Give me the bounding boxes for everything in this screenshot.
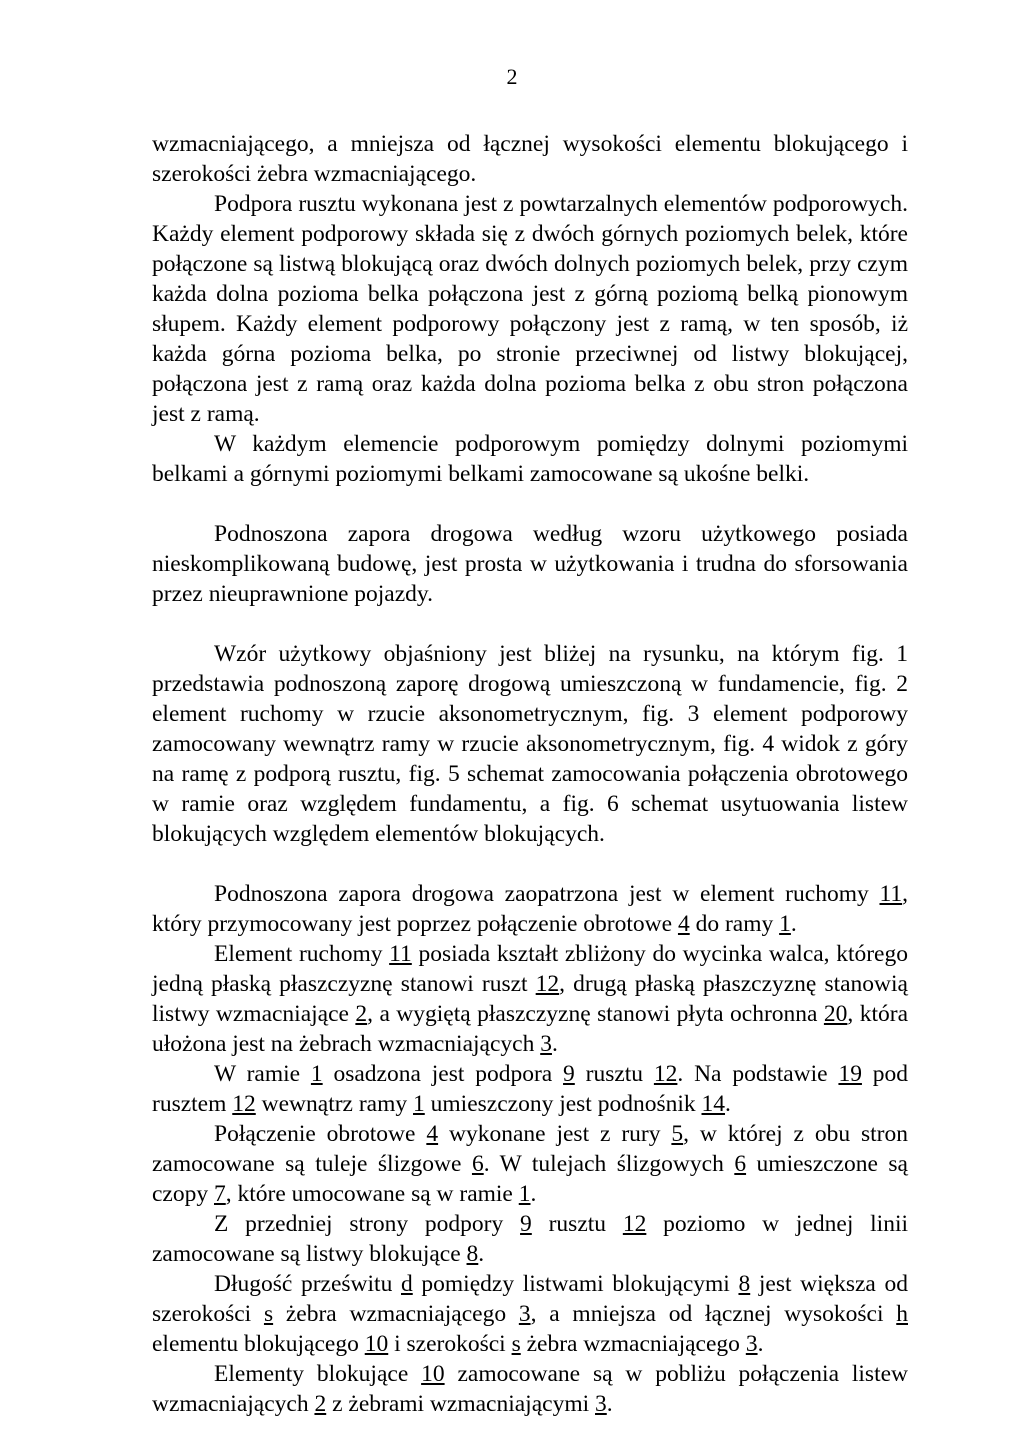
text-segment: osadzona jest podpora <box>322 1061 564 1087</box>
reference-numeral: 3 <box>745 1331 758 1357</box>
text-segment: zamocowane są w pobliżu połączenia listew wzmacniających <box>152 1361 908 1417</box>
page-number: 2 <box>506 64 518 89</box>
reference-numeral: 3 <box>518 1301 531 1327</box>
text-segment: wzmacniającego, a mniejsza od łącznej wysokości elementu blokującego i szerokości żebra wzmacniającego. <box>152 131 908 187</box>
text-segment: , a mniejsza od łącznej wysokości <box>530 1301 897 1327</box>
text-segment: Podnoszona zapora drogowa według wzoru użytkowego posiada nieskomplikowaną budowę, jest prosta w użytkowania i trudna do sforsowania przez nieuprawnione pojazdy. <box>152 521 908 607</box>
text-segment: , który przymocowany jest poprzez połączenie obrotowe <box>152 881 908 937</box>
text-segment: Z przedniej strony podpory <box>214 1211 521 1237</box>
reference-numeral: h <box>896 1301 908 1327</box>
reference-numeral: 11 <box>879 881 903 907</box>
paragraph-p2 <box>152 189 908 429</box>
text-segment: z żebrami wzmacniającymi <box>326 1391 596 1417</box>
text-segment: . W tulejach ślizgowych <box>483 1151 735 1177</box>
text-segment: . <box>725 1091 731 1117</box>
paragraph-p1 <box>152 129 908 189</box>
reference-numeral: 10 <box>364 1331 389 1357</box>
paragraph-p12 <box>152 1359 908 1419</box>
text-segment: do ramy <box>689 911 780 937</box>
text-segment: , w której z obu stron zamocowane są tuleje ślizgowe <box>152 1121 908 1177</box>
reference-numeral: 9 <box>563 1061 575 1087</box>
text-segment: Podpora rusztu wykonana jest z powtarzalnych elementów podporowych. Każdy element podporowy składa się z dwóch górnych poziomych belek, które połączone są listwą blokującą oraz dwóch dolnych poziomych belek, przy czym każda dolna pozioma belka połączona jest z górną poziomą belką pionowym słupem. Każdy element podporowy połączony jest z ramą, w ten sposób, iż każda górna pozioma belka, po stronie przeciwnej od listwy blokującej, połączona jest z ramą oraz każda dolna pozioma belka z obu stron połączona jest z ramą. <box>152 191 908 427</box>
reference-numeral: 12 <box>535 971 560 997</box>
paragraph-p10 <box>152 1209 908 1269</box>
reference-numeral: 3 <box>540 1031 552 1057</box>
text-segment: W każdym elemencie podporowym pomiędzy dolnymi poziomymi belkami a górnymi poziomymi belkami zamocowane są ukośne belki. <box>152 431 908 487</box>
reference-numeral: 4 <box>426 1121 439 1147</box>
text-segment: , która ułożona jest na żebrach wzmacniających <box>152 1001 908 1057</box>
reference-numeral: 1 <box>310 1061 323 1087</box>
reference-numeral: 8 <box>738 1271 751 1297</box>
paragraph-p4 <box>152 519 908 609</box>
reference-numeral: 19 <box>838 1061 862 1087</box>
text-segment: . Na podstawie <box>677 1061 839 1087</box>
text-segment: Elementy blokujące <box>214 1361 422 1387</box>
text-segment: żebra wzmacniającego <box>520 1331 746 1357</box>
text-segment: elementu blokującego <box>152 1331 365 1357</box>
text-segment: umieszczony jest podnośnik <box>424 1091 702 1117</box>
reference-numeral: 1 <box>779 911 791 937</box>
reference-numeral: 14 <box>701 1091 725 1117</box>
text-segment: rusztu <box>531 1211 623 1237</box>
text-segment: Długość prześwitu <box>214 1271 401 1297</box>
text-segment: Podnoszona zapora drogowa zaopatrzona jest w element ruchomy <box>214 881 880 907</box>
text-segment: umieszczone są czopy <box>152 1151 908 1207</box>
reference-numeral: 8 <box>466 1241 479 1267</box>
reference-numeral: 12 <box>653 1061 678 1087</box>
paragraph-p9 <box>152 1119 908 1209</box>
text-segment: rusztu <box>574 1061 654 1087</box>
text-segment: posiada kształt zbliżony do wycinka walca, którego jedną płaską płaszczyznę stanowi ruszt <box>152 941 908 997</box>
text-segment: jest większa od szerokości <box>152 1271 909 1327</box>
paragraph-p11 <box>152 1269 908 1359</box>
text-segment: . <box>551 1031 558 1057</box>
reference-numeral: 3 <box>595 1391 607 1417</box>
reference-numeral: 1 <box>518 1181 531 1207</box>
text-segment: . <box>790 911 797 937</box>
text-segment: pomiędzy listwami blokującymi <box>412 1271 739 1297</box>
text-segment: , a wygiętą płaszczyznę stanowi płyta ochronna <box>367 1001 824 1027</box>
text-segment: żebra wzmacniającego <box>273 1301 519 1327</box>
reference-numeral: 11 <box>389 941 412 967</box>
text-segment: . <box>530 1181 537 1207</box>
reference-numeral: 2 <box>355 1001 368 1027</box>
reference-numeral: 10 <box>421 1361 445 1387</box>
reference-numeral: 6 <box>471 1151 484 1177</box>
text-segment: Wzór użytkowy objaśniony jest bliżej na rysunku, na którym fig. 1 przedstawia podnoszoną zaporę drogową umieszczoną w fundamencie, fig. 2 element ruchomy w rzucie aksonometrycznym, fig. 3 element podporowy zamocowany wewnątrz ramy w rzucie aksonometrycznym, fig. 4 widok z góry na ramę z podporą rusztu, fig. 5 schemat zamocowania połączenia obrotowego w ramie oraz względem fundamentu, a fig. 6 schemat usytuowania listew blokujących względem elementów blokujących. <box>152 641 908 847</box>
text-segment: , które umocowane są w ramie <box>225 1181 519 1207</box>
reference-numeral: 9 <box>520 1211 532 1237</box>
text-segment: wykonane jest z rury <box>438 1121 672 1147</box>
paragraph-p6 <box>152 879 908 939</box>
paragraph-p7 <box>152 939 908 1059</box>
text-segment: W ramie <box>214 1061 311 1087</box>
paragraph-p8 <box>152 1059 908 1119</box>
text-segment: , drugą płaską płaszczyznę stanowią listwy wzmacniające <box>152 971 908 1027</box>
reference-numeral: 4 <box>677 911 690 937</box>
reference-numeral: 12 <box>622 1211 647 1237</box>
text-segment: Element ruchomy <box>214 941 390 967</box>
reference-numeral: s <box>263 1301 274 1327</box>
text-segment: . <box>757 1331 764 1357</box>
text-segment: Połączenie obrotowe <box>214 1121 427 1147</box>
reference-numeral: d <box>401 1271 413 1297</box>
reference-numeral: 5 <box>671 1121 684 1147</box>
reference-numeral: s <box>511 1331 521 1357</box>
reference-numeral: 2 <box>314 1391 327 1417</box>
reference-numeral: 20 <box>823 1001 848 1027</box>
text-segment: . <box>606 1391 613 1417</box>
reference-numeral: 7 <box>214 1181 226 1207</box>
text-segment: poziomo w jednej linii zamocowane są listwy blokujące <box>152 1211 909 1267</box>
reference-numeral: 6 <box>734 1151 747 1177</box>
reference-numeral: 1 <box>413 1091 425 1117</box>
body-text <box>152 129 908 1419</box>
paragraph-p5 <box>152 639 908 849</box>
text-segment: i szerokości <box>388 1331 512 1357</box>
text-segment: wewnątrz ramy <box>255 1091 414 1117</box>
text-segment: . <box>478 1241 485 1267</box>
reference-numeral: 12 <box>232 1091 256 1117</box>
paragraph-p3 <box>152 429 908 489</box>
text-segment: pod rusztem <box>152 1061 909 1117</box>
